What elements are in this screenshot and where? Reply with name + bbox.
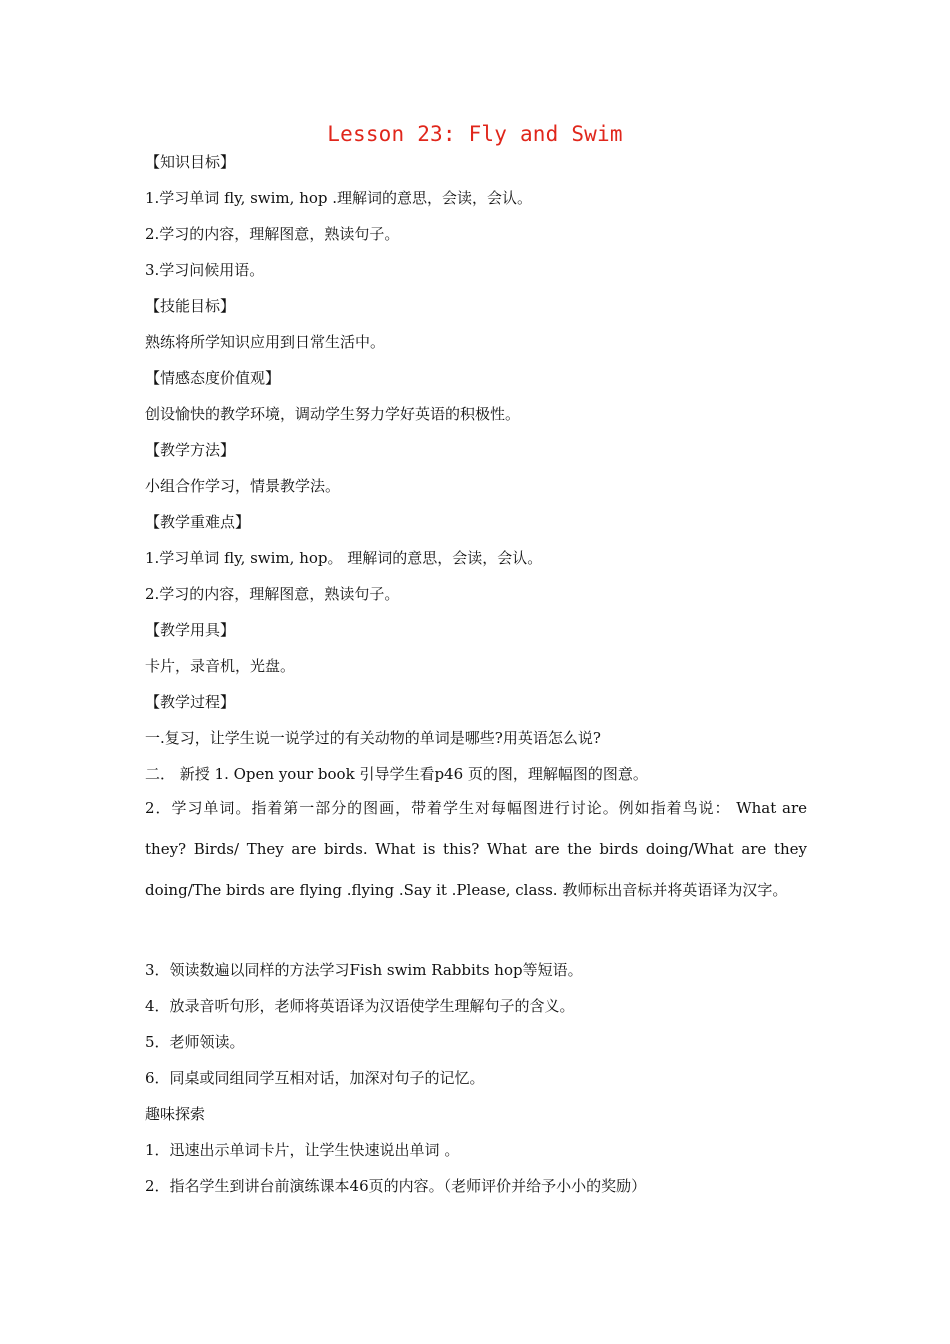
knowledge-goal-3: 3.学习问候用语。 (145, 261, 265, 279)
process-review: 一.复习，让学生说一说学过的有关动物的单词是哪些?用英语怎么说? (145, 729, 601, 747)
process-step-6: 6．同桌或同组同学互相对话，加深对句子的记忆。 (145, 1069, 485, 1087)
teaching-tools-text: 卡片，录音机，光盘。 (145, 657, 296, 675)
key-point-1: 1.学习单词 fly, swim, hop。 理解词的意思，会读，会认。 (145, 549, 543, 567)
heading-teaching-process: 【教学过程】 (145, 693, 236, 711)
heading-knowledge-goals: 【知识目标】 (145, 153, 236, 171)
fun-step-1: 1．迅速出示单词卡片，让学生快速说出单词 。 (145, 1141, 460, 1159)
heading-teaching-method: 【教学方法】 (145, 441, 236, 459)
process-step-2-paragraph: 2．学习单词。指着第一部分的图画，带着学生对每幅图进行讨论。例如指着鸟说： What are they? Birds/ They are birds. What is this? What are the birds doing/What are they doing/The birds are flying .flying .Say it .Please, class. 教师标出音标并将英语译为汉字。 (145, 799, 807, 899)
process-step-3: 3．领读数遍以同样的方法学习Fish swim Rabbits hop等短语。 (145, 961, 583, 979)
process-step-4: 4．放录音听句形，老师将英语译为汉语使学生理解句子的含义。 (145, 997, 575, 1015)
lesson-title: Lesson 23: Fly and Swim (327, 122, 623, 146)
heading-teaching-tools: 【教学用具】 (145, 621, 236, 639)
heading-key-points: 【教学重难点】 (145, 513, 251, 531)
skill-goal-text: 熟练将所学知识应用到日常生活中。 (145, 333, 386, 351)
knowledge-goal-2: 2.学习的内容，理解图意，熟读句子。 (145, 225, 400, 243)
heading-fun-exploration: 趣味探索 (145, 1105, 206, 1123)
process-step-5: 5．老师领读。 (145, 1033, 245, 1051)
heading-skill-goals: 【技能目标】 (145, 297, 236, 315)
teaching-method-text: 小组合作学习，情景教学法。 (145, 477, 341, 495)
heading-attitude-values: 【情感态度价值观】 (145, 369, 281, 387)
key-point-2: 2.学习的内容，理解图意，熟读句子。 (145, 585, 400, 603)
knowledge-goal-1: 1.学习单词 fly, swim, hop .理解词的意思，会读，会认。 (145, 189, 533, 207)
attitude-values-text: 创设愉快的教学环境，调动学生努力学好英语的积极性。 (145, 405, 521, 423)
process-new-lesson: 二． 新授 1. Open your book 引导学生看p46 页的图，理解幅图的图意。 (145, 765, 648, 783)
fun-step-2: 2．指名学生到讲台前演练课本46页的内容。（老师评价并给予小小的奖励） (145, 1177, 647, 1195)
